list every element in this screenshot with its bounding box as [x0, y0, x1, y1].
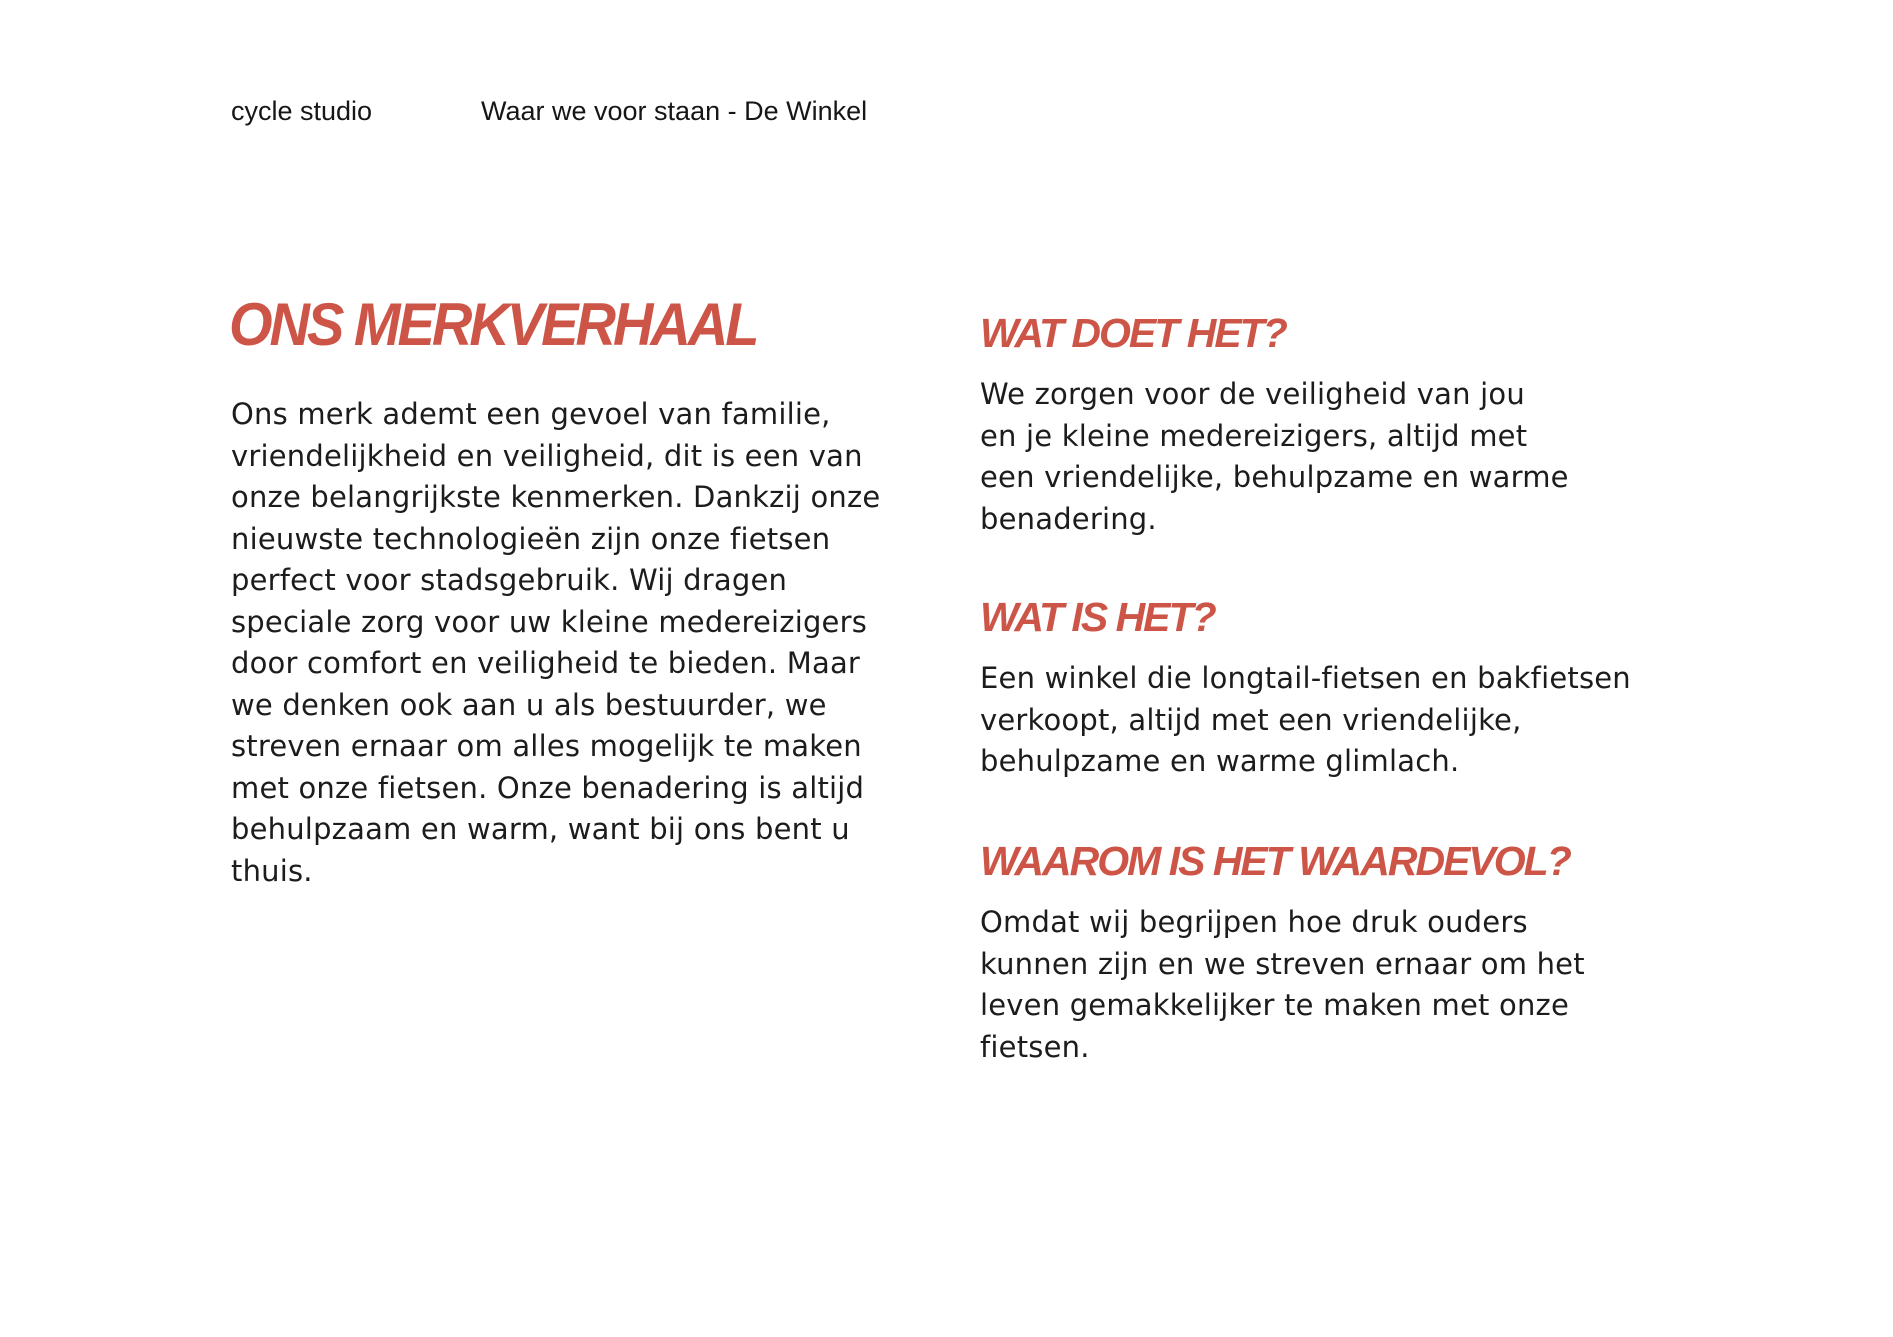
what-is-it-text: Een winkel die longtail-fietsen en bakfietsen verkoopt, altijd met een vriendelijke, behulpzame en warme glimlach.: [980, 661, 1631, 778]
what-is-it-heading: WAT IS HET?: [980, 594, 1215, 640]
brand-story-text: Ons merk ademt een gevoel van familie, vriendelijkheid en veiligheid, dit is een van onze belangrijkste kenmerken. Dankzij onze nieuwste technologieën zijn onze fietsen perfect voor stadsgebruik. Wij dragen speciale zorg voor uw kleine medereizigers door comfort en veiligheid te bieden. Maar we denken ook aan u als bestuurder, we streven ernaar om alles mogelijk te maken met onze fietsen. Onze benadering is altijd behulpzaam en warm, want bij ons bent u thuis.: [231, 397, 881, 888]
brand-name: cycle studio: [231, 96, 373, 126]
what-does-it-do-heading: WAT DOET HET?: [980, 310, 1286, 356]
why-valuable-text: Omdat wij begrijpen hoe druk ouders kunnen zijn en we streven ernaar om het leven gemakkelijker te maken met onze fietsen.: [980, 905, 1585, 1064]
page-header-title: Waar we voor staan - De Winkel: [481, 96, 868, 126]
brand-story-heading: ONS MERKVERHAAL: [229, 289, 757, 358]
why-valuable-heading: WAAROM IS HET WAARDEVOL?: [980, 838, 1570, 884]
what-does-it-do-text: We zorgen voor de veiligheid van jou en je kleine medereizigers, altijd met een vriendelijke, behulpzame en warme benadering.: [980, 377, 1569, 536]
